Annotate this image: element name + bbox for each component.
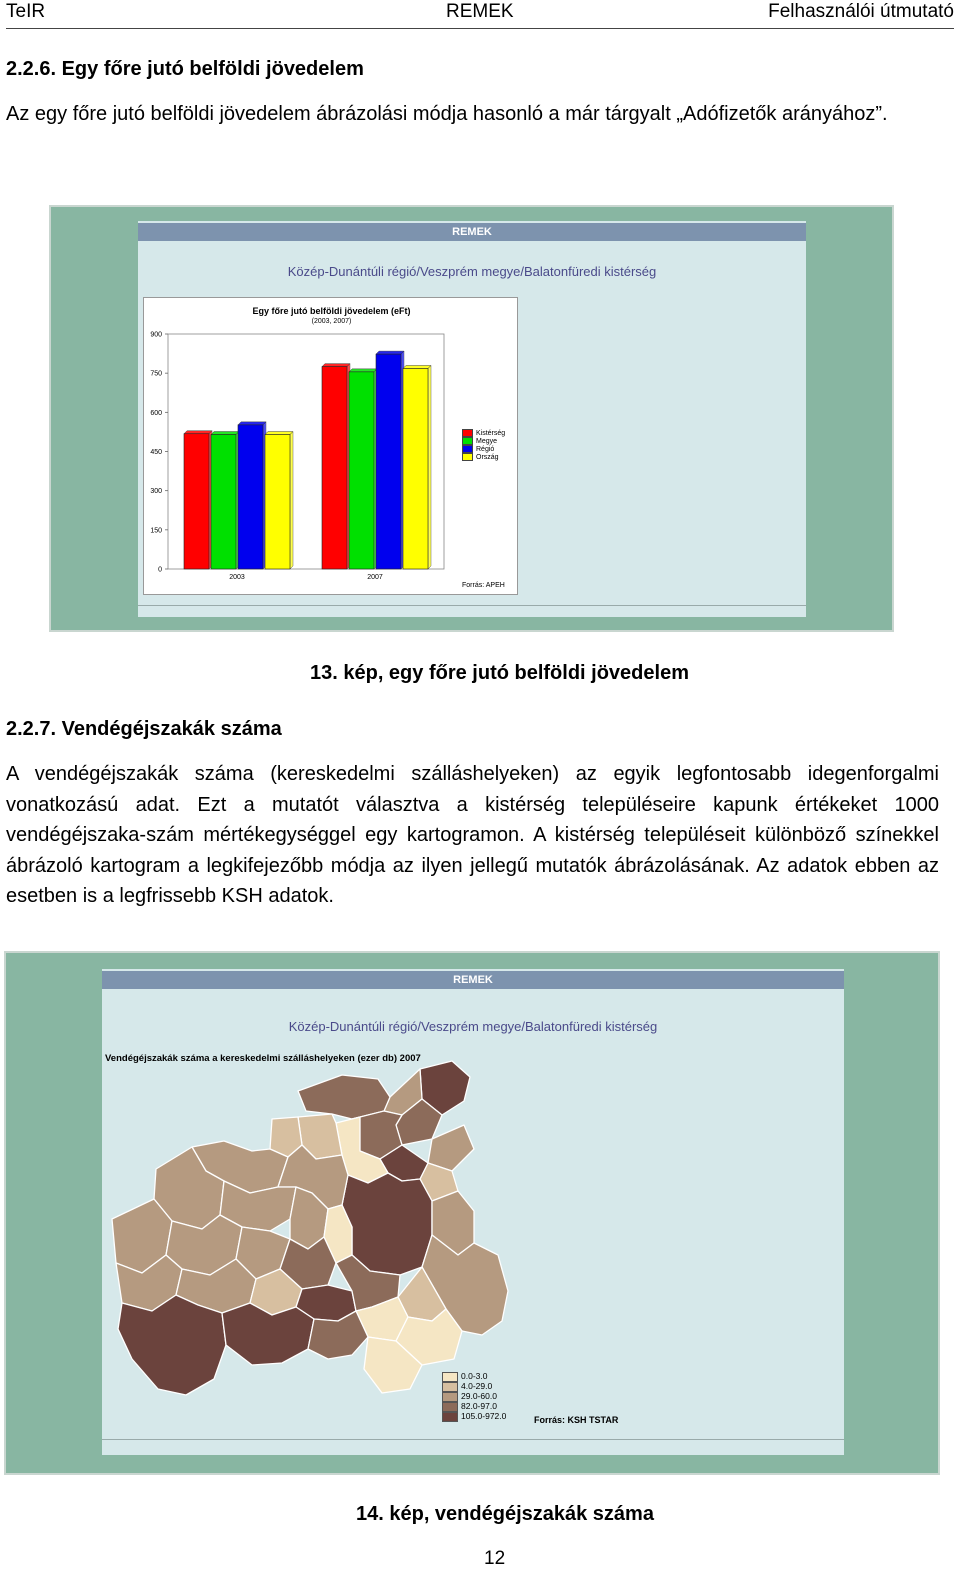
bar-side — [428, 365, 431, 569]
map-legend-item — [442, 1371, 506, 1381]
legend-swatch — [462, 429, 473, 437]
bar-top — [349, 369, 377, 372]
bar — [184, 434, 209, 569]
map-district — [118, 1295, 226, 1395]
x-tick-label: 2007 — [367, 574, 383, 581]
bar-top — [265, 432, 293, 435]
legend-label: 105.0-972.0 — [461, 1411, 507, 1421]
y-tick-label: 750 — [150, 370, 162, 378]
region-title: Közép-Dunántúli régió/Veszprém megye/Balatonfüredi kistérség — [288, 1019, 658, 1034]
section-text-guest-nights: A vendégéjszakák száma (kereskedelmi szálláshelyeken) az egyik legfontosabb idegenforgalmi vonatkozású adat. Ezt a mutatót választva a kistérség településeire kapunk értékeket 1000 vendégéjszaka-szám mértékegységgel egy kartogramon. A kistérség településeit különböző színekkel ábrázoló kartogram a legkifejezőbb módja az ilyen jellegű mutatók ábrázolásának. Az adatok ebben az esetben is a legfrissebb KSH adatok. — [6, 763, 939, 907]
y-tick-label: 300 — [150, 488, 162, 496]
bar — [265, 435, 290, 569]
app-panel — [138, 221, 806, 617]
legend-label: Kistérség — [476, 429, 506, 437]
bar-side — [290, 432, 293, 569]
header-center: REMEK — [446, 1, 514, 22]
page-header — [6, 0, 954, 29]
chart-legend — [462, 429, 505, 461]
bar-top — [211, 432, 239, 435]
section-heading-income: 2.2.6. Egy főre jutó belföldi jövedelem — [6, 58, 364, 80]
legend-item — [462, 453, 505, 461]
region-title: Közép-Dunántúli régió/Veszprém megye/Balatonfüredi kistérség — [287, 264, 657, 279]
figure-caption-guest-nights: 14. kép, vendégéjszakák száma — [356, 1503, 654, 1525]
legend-item — [462, 429, 505, 437]
figure-guest-nights-screenshot — [4, 951, 940, 1475]
app-panel — [102, 969, 844, 1455]
bar-top — [184, 431, 212, 434]
bar-top — [322, 364, 350, 367]
bar — [349, 372, 374, 569]
bar-chart — [143, 297, 518, 595]
figure-caption-income: 13. kép, egy főre jutó belföldi jövedelem — [310, 662, 689, 684]
map-legend-item — [442, 1411, 506, 1421]
section-text-income: Az egy főre jutó belföldi jövedelem ábrázolási módja hasonló a már tárgyalt „Adófizetők arányához”. — [6, 103, 888, 125]
legend-label: 4.0-29.0 — [461, 1381, 493, 1391]
y-tick-label: 450 — [150, 449, 162, 456]
y-tick-label: 0 — [158, 566, 162, 574]
bar-top — [376, 351, 404, 354]
chart-source: Forrás: APEH — [462, 582, 505, 589]
map-district — [222, 1303, 314, 1365]
y-tick-label: 600 — [150, 409, 162, 417]
legend-label: Megye — [476, 437, 498, 445]
divider — [102, 1439, 844, 1440]
y-tick-label: 150 — [150, 527, 162, 535]
chart-subtitle: (2003, 2007) — [311, 318, 352, 325]
chart-title: Egy főre jutó belföldi jövedelem (eFt) — [252, 306, 411, 316]
bar — [211, 435, 236, 569]
bar — [238, 425, 263, 569]
legend-swatch — [462, 437, 473, 445]
bar — [376, 354, 401, 569]
map-source: Forrás: KSH TSTAR — [534, 1415, 619, 1425]
legend-swatch — [462, 453, 473, 461]
header-left: TeIR — [6, 1, 46, 22]
map-legend-item — [442, 1391, 506, 1401]
map-legend-item — [442, 1381, 506, 1391]
legend-swatch — [442, 1412, 458, 1422]
header-right: Felhasználói útmutató — [768, 1, 954, 22]
map-legend-item — [442, 1401, 506, 1411]
map-legend — [442, 1371, 506, 1421]
legend-item — [462, 437, 505, 445]
bar-top — [238, 422, 266, 425]
legend-label: 0.0-3.0 — [461, 1371, 488, 1381]
bar — [403, 368, 428, 569]
legend-label: Ország — [476, 453, 499, 461]
legend-label: 82.0-97.0 — [461, 1401, 497, 1411]
bar-top — [403, 365, 431, 368]
x-tick-label: 2003 — [229, 574, 245, 581]
app-bar: REMEK — [102, 971, 844, 989]
app-bar: REMEK — [138, 223, 806, 241]
bar — [322, 367, 347, 569]
divider — [138, 605, 806, 606]
legend-swatch — [462, 445, 473, 453]
figure-income-screenshot — [49, 205, 894, 632]
legend-item — [462, 445, 505, 453]
y-tick-label: 900 — [150, 331, 162, 339]
map-title: Vendégéjszakák száma a kereskedelmi szálláshelyeken (ezer db) 2007 — [105, 1053, 421, 1064]
page-number: 12 — [484, 1548, 506, 1569]
legend-label: Régió — [476, 445, 495, 453]
legend-label: 29.0-60.0 — [461, 1391, 497, 1401]
section-heading-guest-nights: 2.2.7. Vendégéjszakák száma — [6, 718, 282, 740]
